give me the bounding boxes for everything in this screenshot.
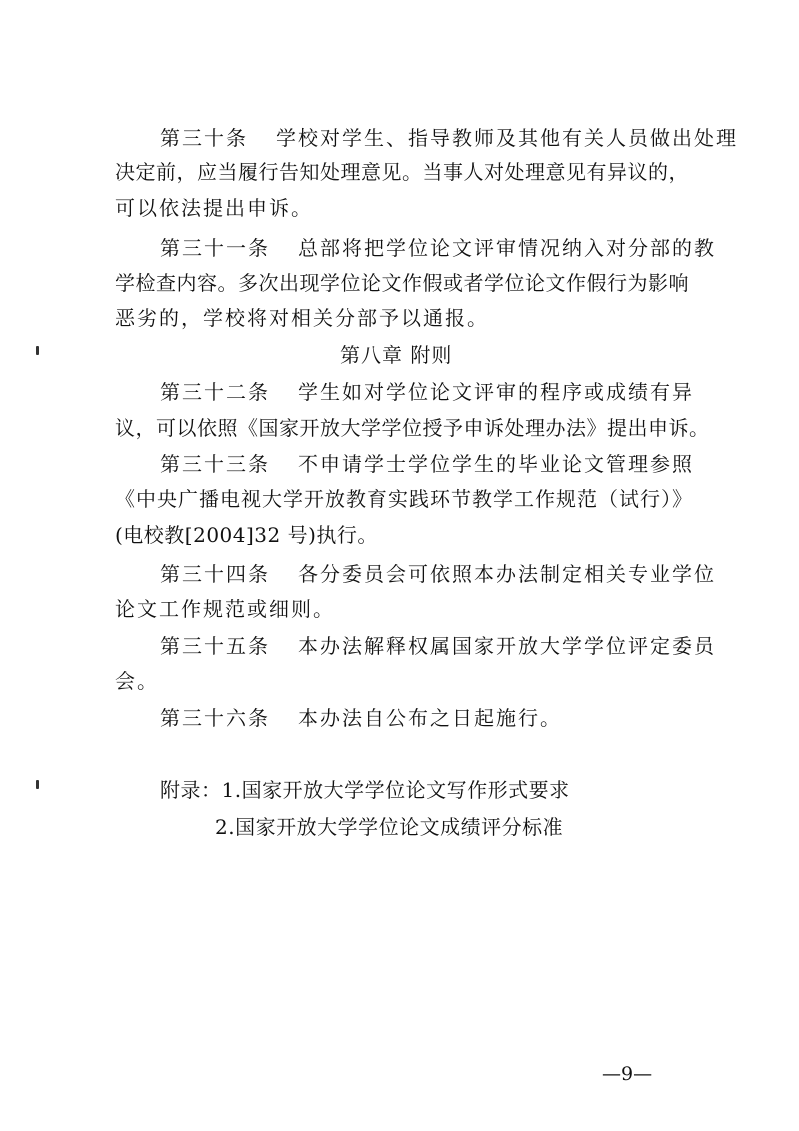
article-label: 第三十二条	[160, 380, 270, 404]
article-text: 各分委员会可依照本办法制定相关专业学位	[298, 562, 716, 586]
appendix-first-line	[160, 778, 570, 802]
article-text: 本办法自公布之日起施行。	[298, 706, 562, 730]
chapter-heading: 第八章 附则	[340, 343, 453, 367]
article-text: 学校对学生、指导教师及其他有关人员做出处理	[276, 126, 738, 150]
article-text: 总部将把学位论文评审情况纳入对分部的教	[298, 236, 716, 260]
article-text: 不申请学士学位学生的毕业论文管理参照	[298, 452, 694, 476]
appendix-label: 附录：	[160, 778, 222, 802]
article-34-first-line	[160, 562, 716, 586]
article-31-line-2: 学检查内容。多次出现学位论文作假或者学位论文作假行为影响	[115, 271, 689, 295]
article-33-line-2: 《中央广播电视大学开放教育实践环节教学工作规范（试行）》	[115, 487, 693, 511]
article-label: 第三十三条	[160, 452, 270, 476]
article-label: 第三十六条	[160, 706, 270, 730]
appendix-item: 2.国家开放大学学位论文成绩评分标准	[215, 815, 564, 839]
page-number: —9—	[602, 1063, 653, 1085]
article-text: 学生如对学位论文评审的程序或成绩有异	[298, 380, 694, 404]
appendix-item: 1.国家开放大学学位论文写作形式要求	[221, 778, 570, 802]
scan-mark	[36, 346, 39, 355]
article-label: 第三十四条	[160, 562, 270, 586]
article-30-first-line	[160, 126, 738, 150]
article-31-first-line	[160, 236, 716, 260]
article-label: 第三十条	[160, 126, 248, 150]
article-33-line-3: (电校教[2004]32 号)执行。	[115, 523, 378, 547]
article-32-first-line	[160, 380, 694, 404]
article-35-first-line	[160, 634, 716, 658]
article-30-line-3: 可以依法提出申诉。	[115, 196, 313, 220]
article-33-first-line	[160, 452, 694, 476]
article-30-line-2: 决定前，应当履行告知处理意见。当事人对处理意见有异议的，	[115, 160, 689, 184]
article-label: 第三十一条	[160, 236, 270, 260]
scan-mark	[36, 780, 39, 789]
article-32-line-2: 议，可以依照《国家开放大学学位授予申诉处理办法》提出申诉。	[115, 416, 710, 440]
article-label: 第三十五条	[160, 634, 270, 658]
article-31-line-3: 恶劣的，学校将对相关分部予以通报。	[115, 306, 489, 330]
article-35-line-2: 会。	[115, 669, 159, 693]
article-36-first-line	[160, 706, 562, 730]
article-34-line-2: 论文工作规范或细则。	[115, 597, 335, 621]
article-text: 本办法解释权属国家开放大学学位评定委员	[298, 634, 716, 658]
